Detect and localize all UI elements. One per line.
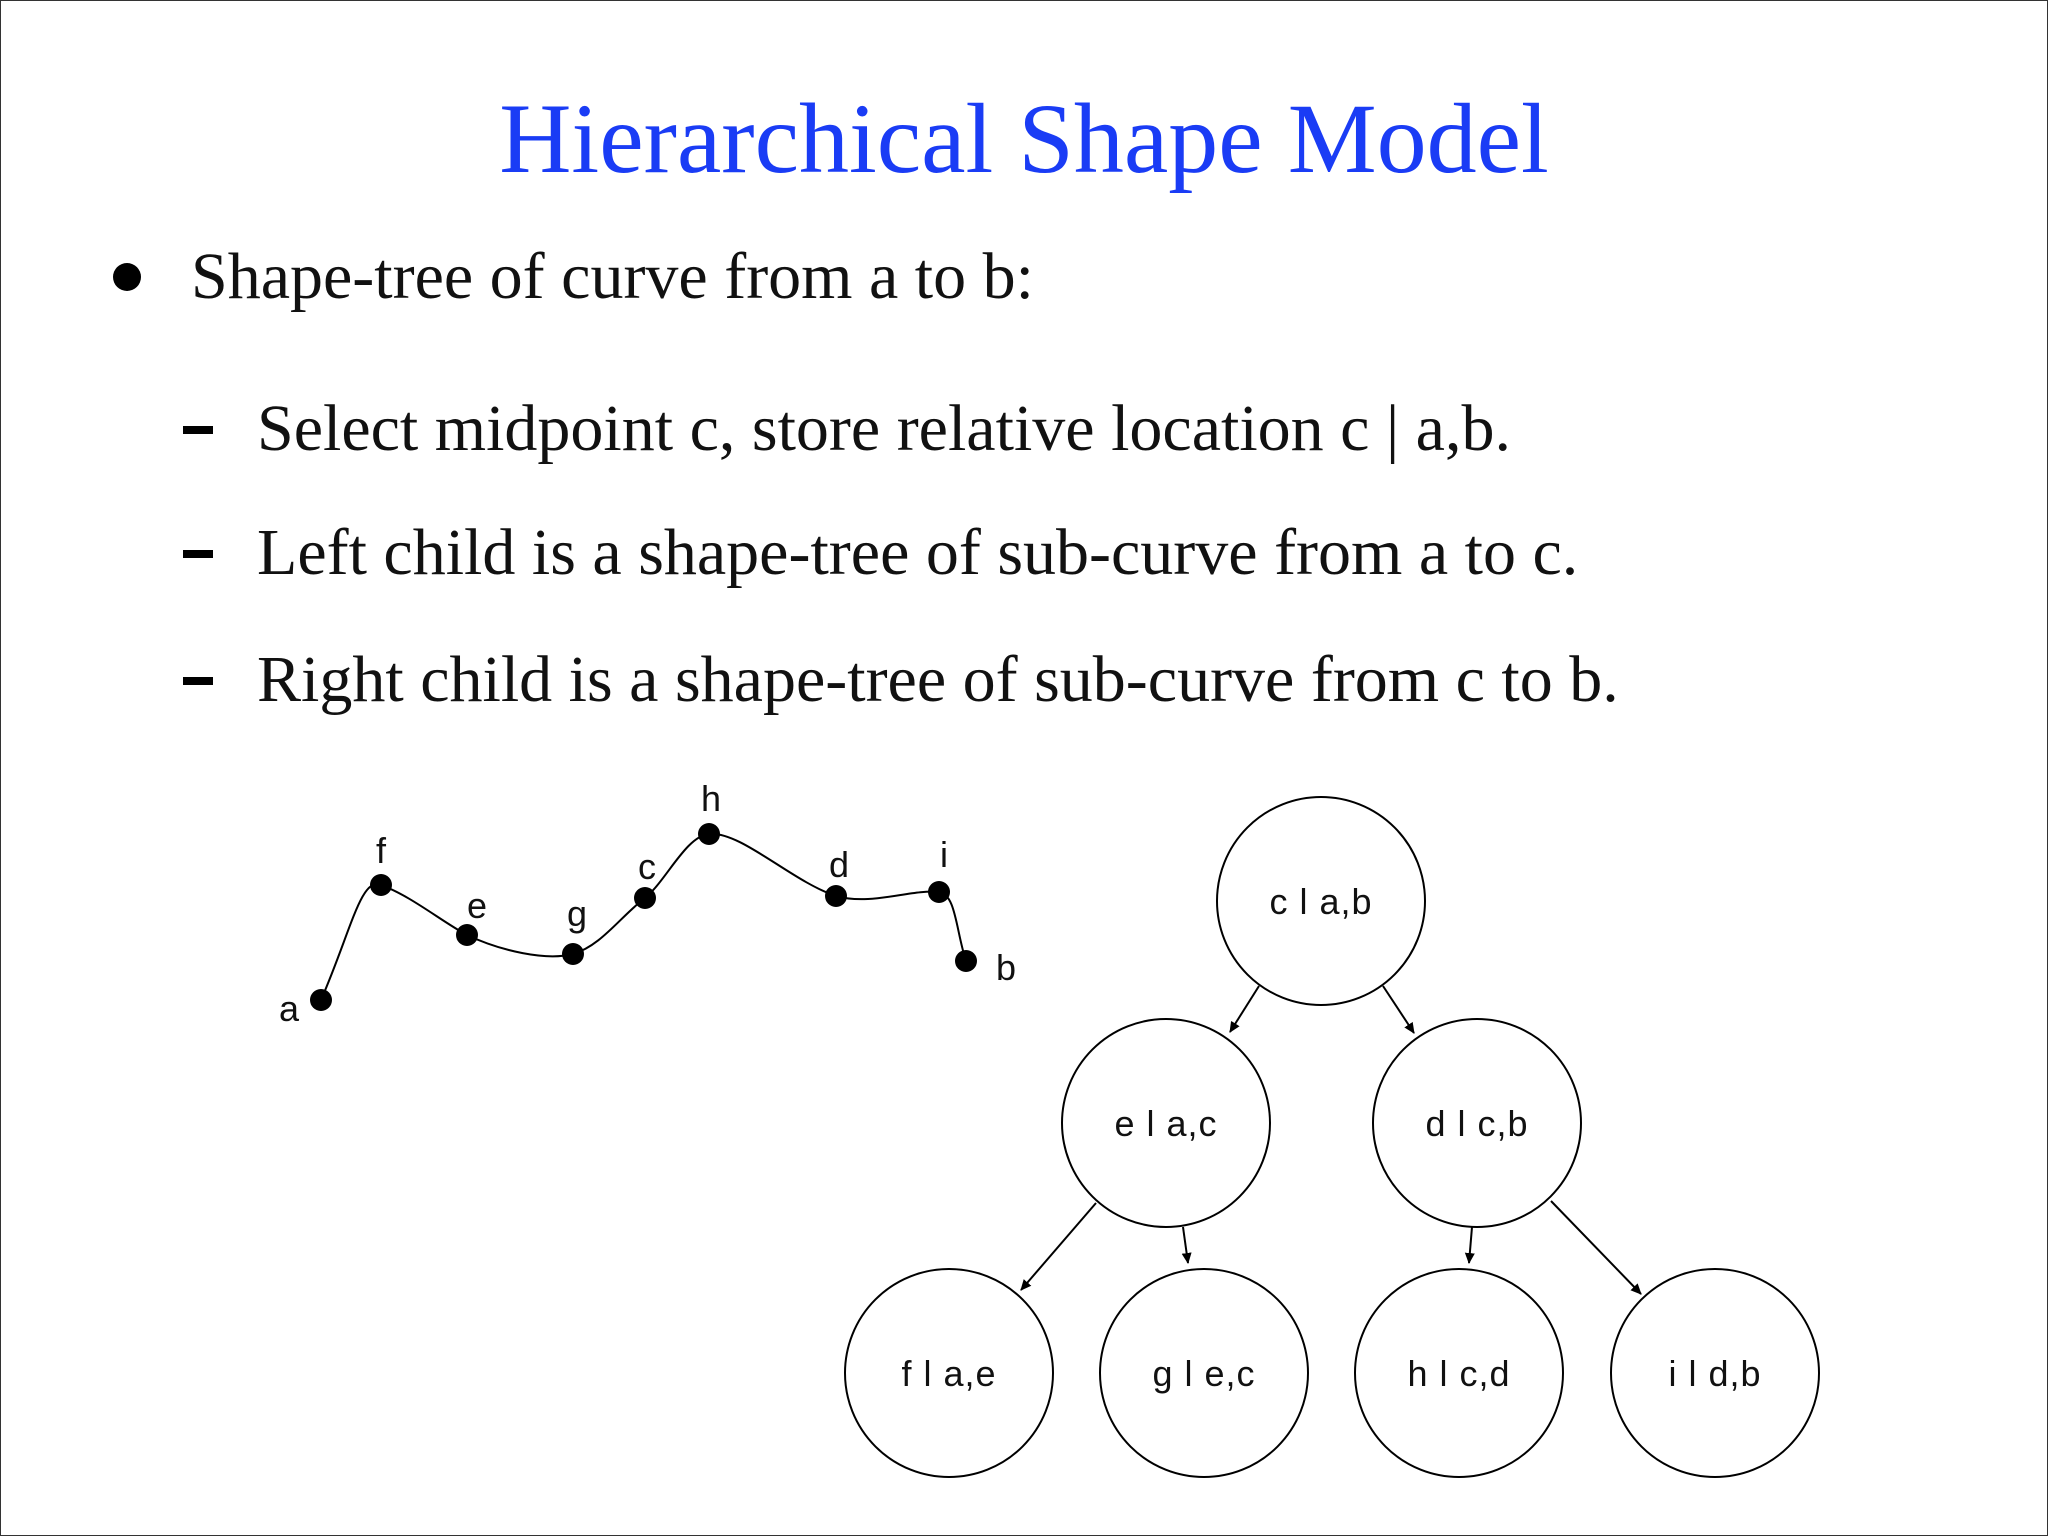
- curve-label-f: f: [375, 830, 387, 871]
- curve-point-b: [955, 950, 977, 972]
- main-bullet-text: Shape-tree of curve from a to b:: [191, 240, 1034, 313]
- curve-label-c: c: [638, 846, 656, 887]
- subbullet-3-text: Right child is a shape-tree of sub-curve from c to b.: [257, 643, 1619, 716]
- curve-label-g: g: [566, 893, 588, 934]
- curve-label-d: d: [828, 844, 850, 885]
- tree-node-leaf-2-label: g l e,c: [1152, 1353, 1256, 1394]
- curve-point-e: [456, 924, 478, 946]
- tree-edge: [1230, 986, 1259, 1032]
- tree-edge: [1183, 1227, 1188, 1263]
- tree-edge: [1469, 1227, 1472, 1263]
- subbullet-2-text: Left child is a shape-tree of sub-curve from a to c.: [257, 516, 1579, 589]
- tree-node-root-label: c l a,b: [1269, 881, 1373, 922]
- tree-edge: [1021, 1203, 1096, 1290]
- subbullet-1-text: Select midpoint c, store relative location c | a,b.: [257, 392, 1511, 465]
- curve-label-b: b: [995, 947, 1017, 988]
- tree-node-left-label: e l a,c: [1114, 1103, 1218, 1144]
- curve-point-i: [928, 881, 950, 903]
- tree-node-leaf-3-label: h l c,d: [1407, 1353, 1511, 1394]
- curve-point-g: [562, 943, 584, 965]
- curve-label-h: h: [700, 778, 722, 819]
- tree-edge: [1383, 986, 1414, 1033]
- curve-point-h: [698, 823, 720, 845]
- curve-label-a: a: [278, 988, 300, 1029]
- tree-node-right-label: d l c,b: [1425, 1103, 1529, 1144]
- tree-edge: [1551, 1201, 1641, 1294]
- curve-point-d: [825, 885, 847, 907]
- slide-title: Hierarchical Shape Model: [499, 83, 1549, 194]
- curve-point-c: [634, 887, 656, 909]
- curve-label-i: i: [940, 834, 948, 875]
- shape-tree-diagram: [1, 1, 2047, 1535]
- curve-point-a: [310, 989, 332, 1011]
- tree-node-leaf-4-label: i l d,b: [1668, 1353, 1762, 1394]
- curve-label-e: e: [466, 885, 488, 926]
- tree-node-leaf-1-label: f l a,e: [901, 1353, 997, 1394]
- curve-point-f: [370, 874, 392, 896]
